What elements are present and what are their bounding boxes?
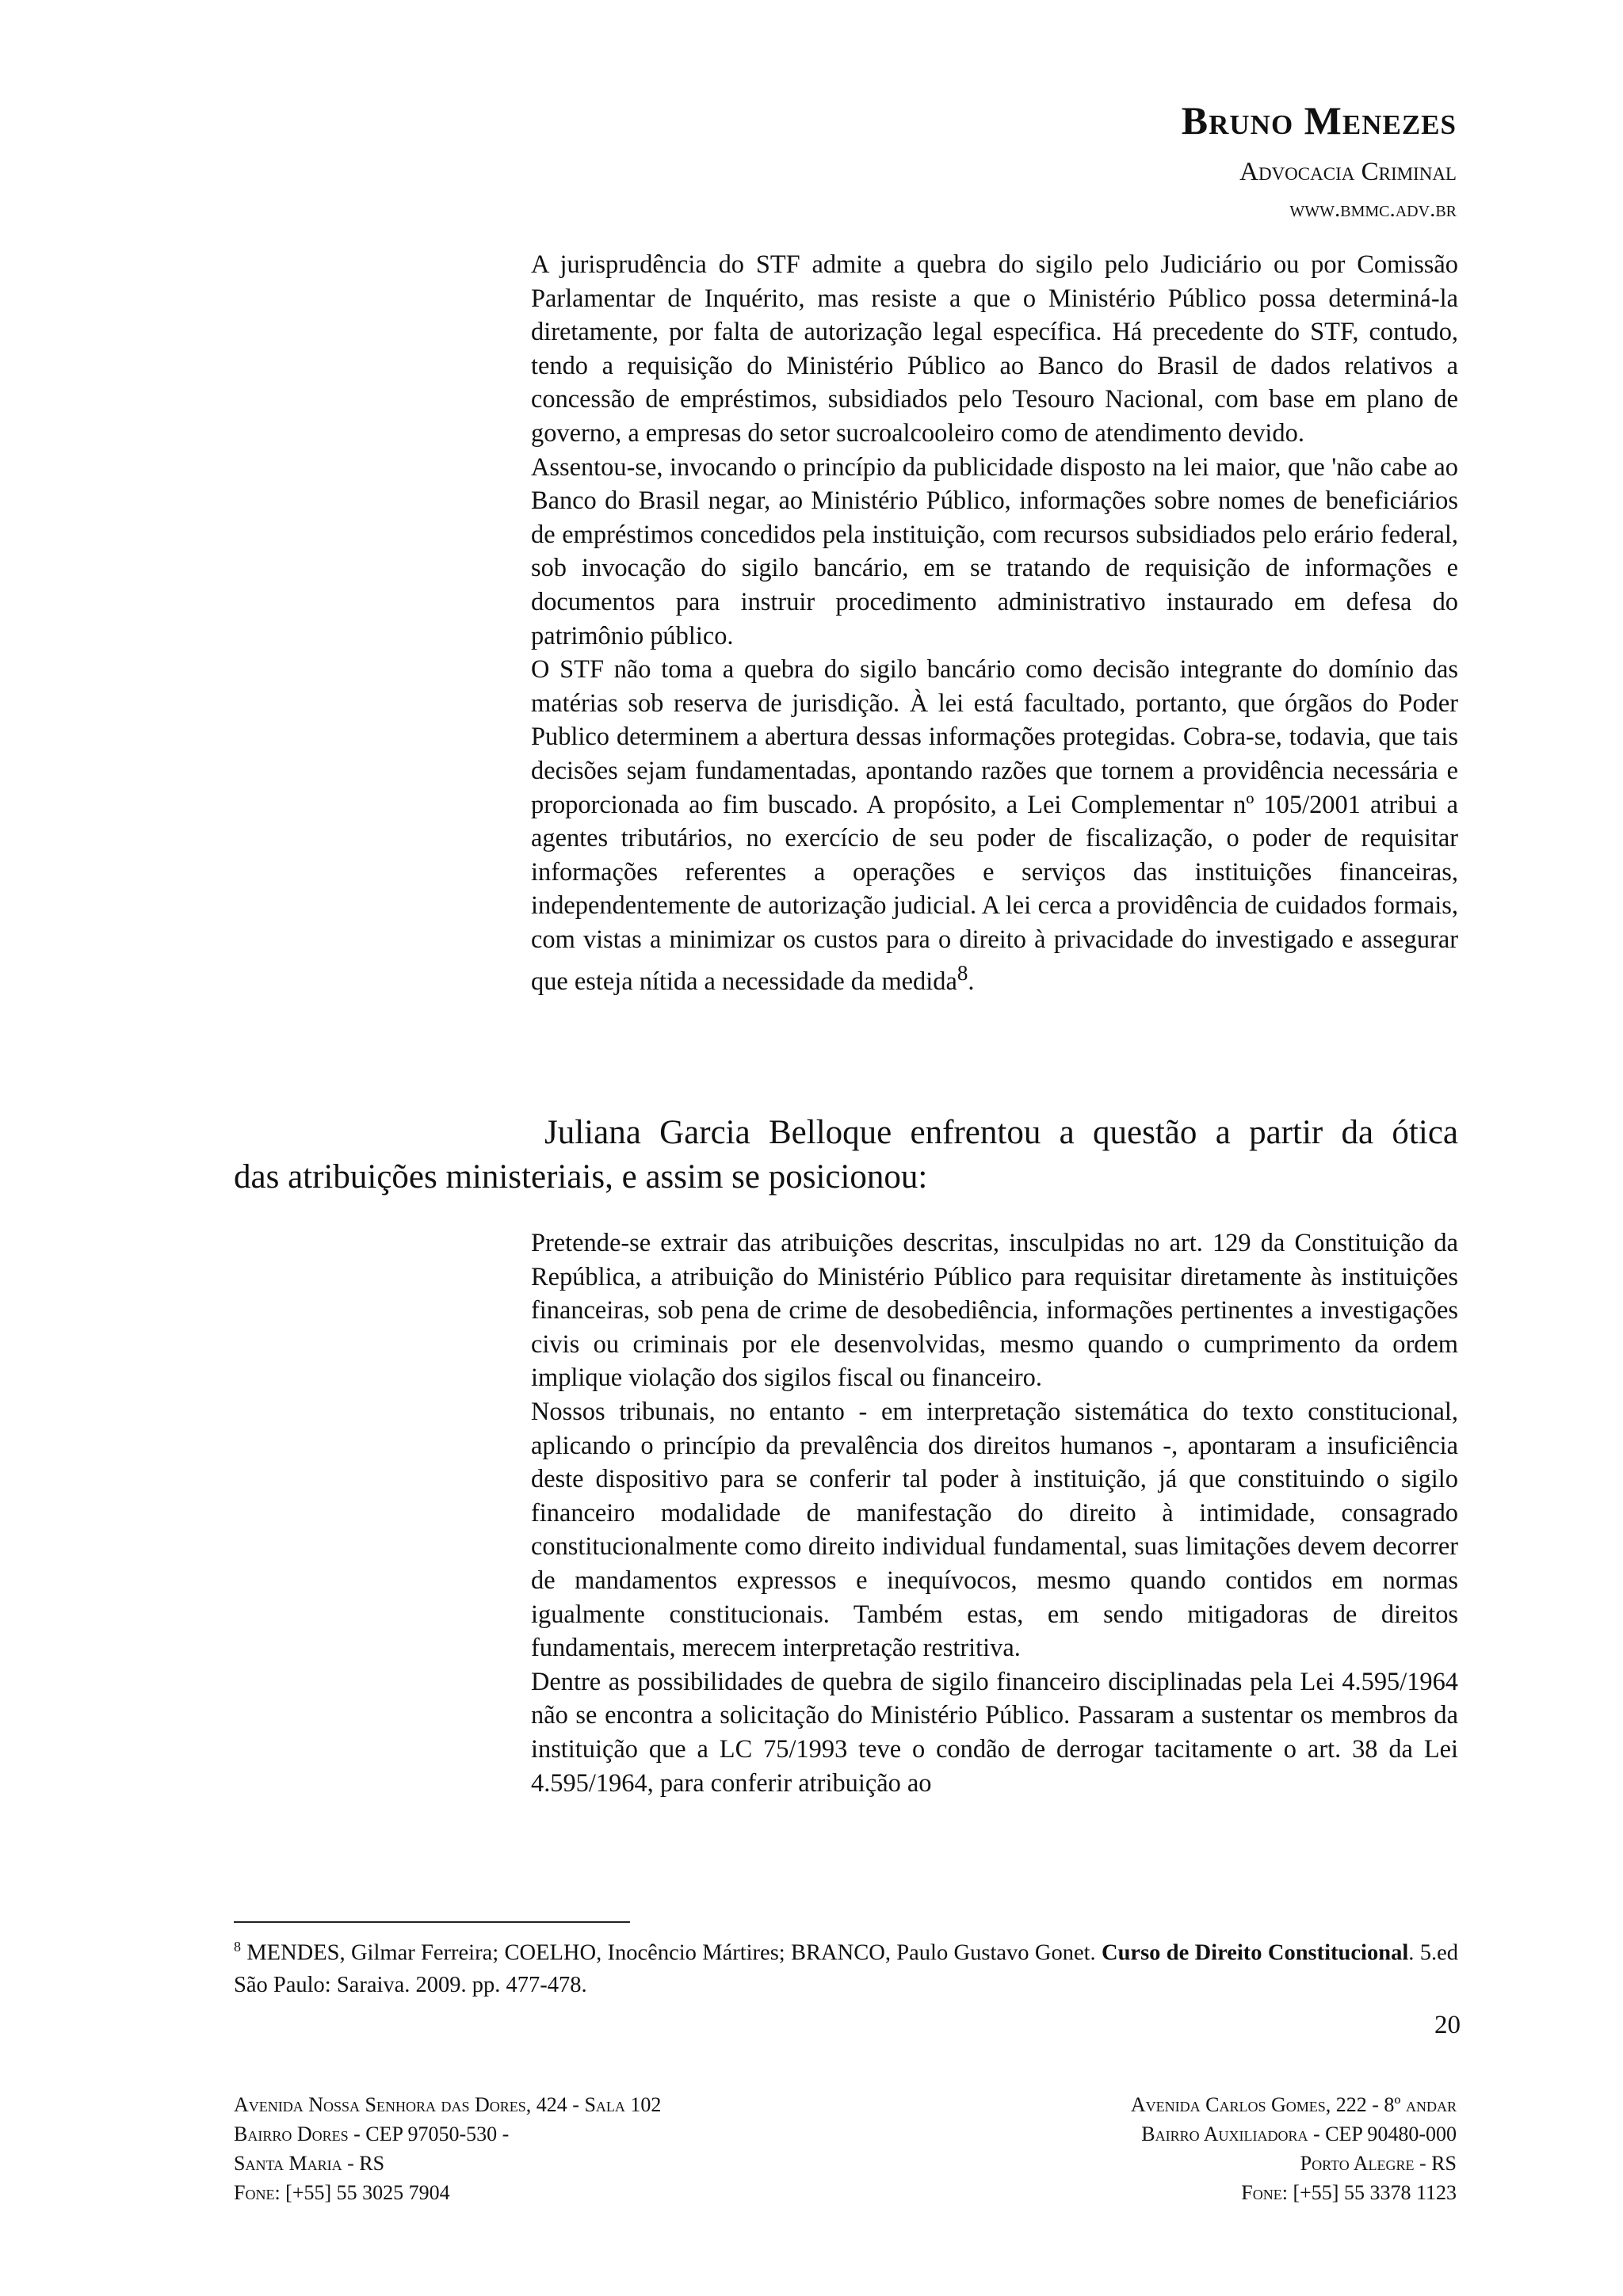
footnote <box>234 1931 1458 2001</box>
footnote-book-title: Curso de Direito Constitucional <box>1101 1940 1409 1966</box>
address-left <box>234 2090 661 2207</box>
block-quote-2 <box>531 1226 1458 1800</box>
quote-paragraph: Nossos tribunais, no entanto - em interpretação sistemática do texto constitucional, aplicando o princípio da prevalência dos direitos humanos -, apontaram a insuficiência deste dispositivo para se conferir tal poder à instituição, já que constituindo o sigilo financeiro modalidade de manifestação do direito à intimidade, consagrado constitucionalmente como direito individual fundamental, suas limitações devem decorrer de mandamentos expressos e inequívocos, mesmo quando contidos em normas igualmente constitucionais. Também estas, em sendo mitigadoras de direitos fundamentais, merecem interpretação restritiva. <box>531 1397 1458 1663</box>
footnote-divider <box>234 1921 630 1923</box>
address-line: Porto Alegre - RS <box>1300 2152 1457 2175</box>
firm-subtitle: Advocacia Criminal <box>1239 158 1457 186</box>
footnote-number: 8 <box>234 1939 241 1955</box>
address-line: Avenida Nossa Senhora das Dores, 424 - Sala 102 <box>234 2093 662 2116</box>
phone: Fone: [+55] 55 3025 7904 <box>234 2181 450 2204</box>
quote-paragraph: Assentou-se, invocando o princípio da publicidade disposto na lei maior, que 'não cabe ao Banco do Brasil negar, ao Ministério Público, informações sobre nomes de beneficiários de empréstimos concedidos pela instituição, com recursos subsidiados pelo erário federal, sob invocação do sigilo bancário, em se tratando de requisição de informações e documentos para instruir procedimento administrativo instaurado em defesa do patrimônio público. <box>531 452 1458 650</box>
footnote-authors: MENDES, Gilmar Ferreira; COELHO, Inocêncio Mártires; BRANCO, Paulo Gustavo Gonet. <box>241 1940 1102 1966</box>
firm-website: www.bmmc.adv.br <box>1289 196 1457 222</box>
page-number: 20 <box>1434 2011 1461 2039</box>
quote-paragraph: A jurisprudência do STF admite a quebra do sigilo pelo Judiciário ou por Comissão Parlamentar de Inquérito, mas resiste a que o Ministério Público possa determiná-la diretamente, por falta de autorização legal específica. Há precedente do STF, contudo, tendo a requisição do Ministério Público ao Banco do Brasil de dados relativos a concessão de empréstimos, subsidiados pelo Tesouro Nacional, com base em plano de governo, a empresas do setor sucroalcooleiro como de atendimento devido. <box>531 250 1458 448</box>
footnote-reference[interactable]: 8 <box>957 961 968 986</box>
quote-paragraph: O STF não toma a quebra do sigilo bancário como decisão integrante do domínio das matérias sob reserva de jurisdição. À lei está facultado, portanto, que órgãos do Poder Publico determinem a abertura dessas informações protegidas. Cobra-se, todavia, que tais decisões sejam fundamentadas, apontando razões que tornem a providência necessária e proporcionada ao fim buscado. A propósito, a Lei Complementar nº 105/2001 atribui a agentes tributários, no exercício de seu poder de fiscalização, o poder de requisitar informações referentes a operações e serviços das instituições financeiras, independentemente de autorização judicial. A lei cerca a providência de cuidados formais, com vistas a minimizar os custos para o direito à privacidade do investigado e assegurar que esteja nítida a necessidade da medida$^8$. <box>531 655 1458 997</box>
body-line: das atribuições ministeriais, e assim se posicionou: <box>234 1158 928 1196</box>
address-right <box>1131 2090 1457 2207</box>
phone: Fone: [+55] 55 3378 1123 <box>1241 2181 1457 2204</box>
quote-paragraph: Dentre as possibilidades de quebra de sigilo financeiro disciplinadas pela Lei 4.595/1964 não se encontra a solicitação do Ministério Público. Passaram a sustentar os membros da instituição que a LC 75/1993 teve o condão de derrogar tacitamente o art. 38 da Lei 4.595/1964, para conferir atribuição ao <box>531 1667 1458 1798</box>
body-line: Juliana Garcia Belloque enfrentou a questão a partir da ótica <box>544 1114 1458 1151</box>
quote-paragraph-text: O STF não toma a quebra do sigilo bancário como decisão integrante do domínio das matérias sob reserva de jurisdição. À lei está facultado, portanto, que órgãos do Poder Publico determinem a abertura dessas informações protegidas. Cobra-se, todavia, que tais decisões sejam fundamentadas, apontando razões que tornem a providência necessária e proporcionada ao fim buscado. A propósito, a Lei Complementar nº 105/2001 atribui a agentes tributários, no exercício de seu poder de fiscalização, o poder de requisitar informações referentes a operações e serviços das instituições financeiras, independentemente de autorização judicial. A lei cerca a providência de cuidados formais, com vistas a minimizar os custos para o direito à privacidade do investigado e assegurar que esteja nítida a necessidade da medida <box>531 655 1458 997</box>
address-line: Bairro Auxiliadora - CEP 90480-000 <box>1141 2122 1457 2145</box>
block-quote-1 <box>531 248 1458 999</box>
letterhead <box>1182 97 1457 225</box>
address-line: Bairro Dores - CEP 97050-530 - <box>234 2122 510 2145</box>
body-paragraph <box>234 1111 1458 1199</box>
footnote-publication: . 5.ed São Paulo: Saraiva. 2009. pp. 477-478. <box>234 1940 1458 1997</box>
quote-paragraph: Pretende-se extrair das atribuições descritas, insculpidas no art. 129 da Constituição da República, a atribuição do Ministério Público para requisitar diretamente às instituições financeiras, sob pena de crime de desobediência, informações pertinentes a investigações civis ou criminais por ele desenvolvidas, mesmo quando o cumprimento da ordem implique violação dos sigilos fiscal ou financeiro. <box>531 1229 1458 1393</box>
firm-name: Bruno Menezes <box>1181 98 1457 143</box>
address-line: Santa Maria - RS <box>234 2152 385 2175</box>
address-line: Avenida Carlos Gomes, 222 - 8º andar <box>1130 2093 1457 2116</box>
